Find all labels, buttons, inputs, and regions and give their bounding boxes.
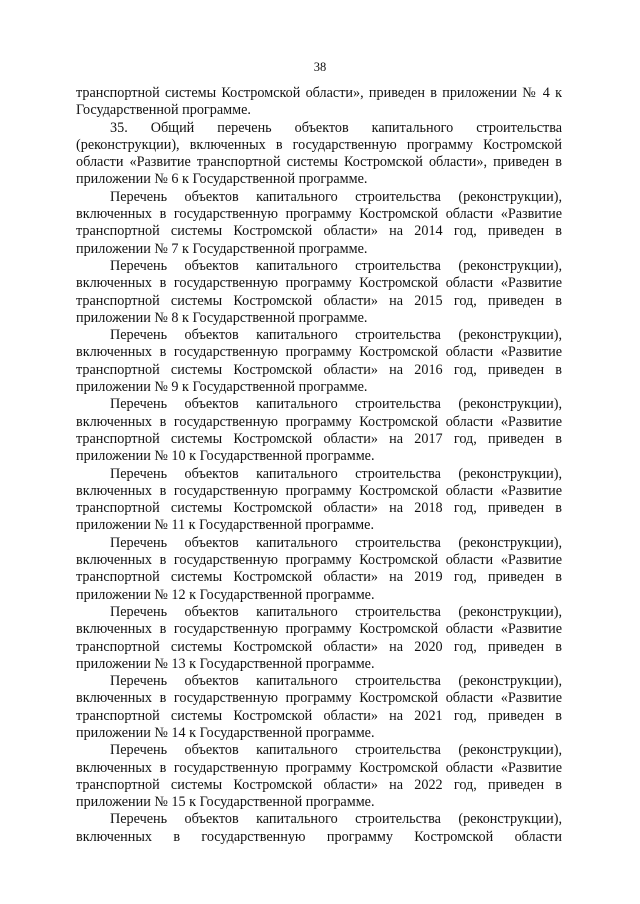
paragraph-2017: Перечень объектов капитального строительства (реконструкции), включенных в государственную программу Костромской области «Развитие транспортной системы Костромской области» на 2017 год, приведен в приложении № 10 к Государственной программе. (76, 396, 562, 465)
paragraph-2019: Перечень объектов капитального строительства (реконструкции), включенных в государственную программу Костромской области «Развитие транспортной системы Костромской области» на 2019 год, приведен в приложении № 12 к Государственной программе. (76, 534, 562, 603)
paragraph-2022: Перечень объектов капитального строительства (реконструкции), включенных в государственную программу Костромской области «Развитие транспортной системы Костромской области» на 2022 год, приведен в приложении № 15 к Государственной программе. (76, 742, 562, 811)
paragraph-continued: Перечень объектов капитального строительства (реконструкции), включенных в государственную программу Костромской области (76, 811, 562, 845)
page-number: 38 (313, 60, 327, 74)
paragraph-2020: Перечень объектов капитального строительства (реконструкции), включенных в государственную программу Костромской области «Развитие транспортной системы Костромской области» на 2020 год, приведен в приложении № 13 к Государственной программе. (76, 603, 562, 672)
paragraph-2016: Перечень объектов капитального строительства (реконструкции), включенных в государственную программу Костромской области «Развитие транспортной системы Костромской области» на 2016 год, приведен в приложении № 9 к Государственной программе. (76, 327, 562, 396)
document-body (76, 85, 562, 846)
paragraph-item-35: 35. Общий перечень объектов капитального строительства (реконструкции), включенных в государственную программу Костромской области «Развитие транспортной системы Костромской области», приведен в приложении № 6 к Государственной программе. (76, 119, 562, 188)
paragraph-2021: Перечень объектов капитального строительства (реконструкции), включенных в государственную программу Костромской области «Развитие транспортной системы Костромской области» на 2021 год, приведен в приложении № 14 к Государственной программе. (76, 673, 562, 741)
paragraph-2015: Перечень объектов капитального строительства (реконструкции), включенных в государственную программу Костромской области «Развитие транспортной системы Костромской области» на 2015 год, приведен в приложении № 8 к Государственной программе. (76, 257, 562, 326)
paragraph-2014: Перечень объектов капитального строительства (реконструкции), включенных в государственную программу Костромской области «Развитие транспортной системы Костромской области» на 2014 год, приведен в приложении № 7 к Государственной программе. (76, 188, 562, 257)
paragraph-continuation: транспортной системы Костромской области», приведен в приложении № 4 к Государственной программе. (76, 85, 562, 119)
paragraph-2018: Перечень объектов капитального строительства (реконструкции), включенных в государственную программу Костромской области «Развитие транспортной системы Костромской области» на 2018 год, приведен в приложении № 11 к Государственной программе. (76, 465, 562, 534)
